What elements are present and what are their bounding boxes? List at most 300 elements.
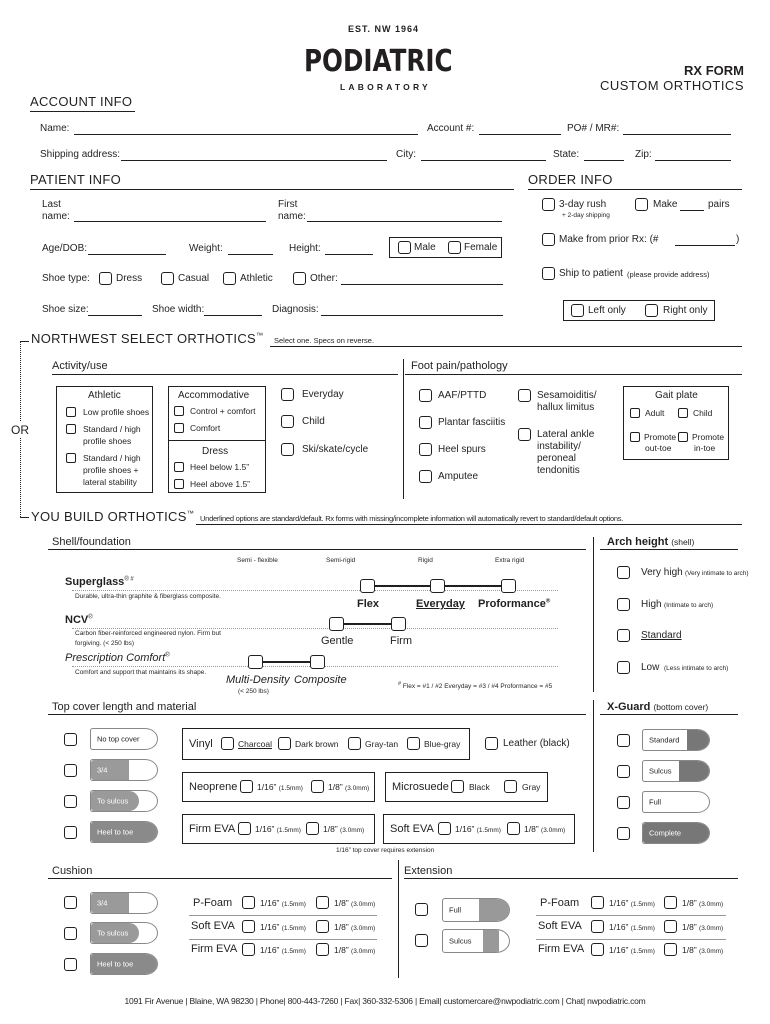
ext-soft-18-value: 1/8” xyxy=(682,922,697,932)
standard-high-2-label: Standard / high xyxy=(83,453,141,463)
divider xyxy=(593,700,594,852)
composite-checkbox[interactable] xyxy=(310,655,325,669)
prior-rx-checkbox[interactable] xyxy=(542,233,555,246)
ext-soft-eva-label: Soft EVA xyxy=(538,920,582,932)
child-label: Child xyxy=(302,416,325,427)
cushion-heel-toe-checkbox[interactable] xyxy=(64,958,77,971)
cushion-title: Cushion xyxy=(52,865,93,877)
ship-patient-note: (please provide address) xyxy=(627,270,710,279)
gray-checkbox[interactable] xyxy=(504,780,517,793)
ext-soft-116-label xyxy=(609,922,655,932)
sesamoid-label-2: hallux limitus xyxy=(537,402,595,413)
arch-title xyxy=(607,536,694,548)
ext-soft-116-mm: (1.5mm) xyxy=(630,925,655,932)
left-only-label: Left only xyxy=(588,305,626,316)
black-checkbox[interactable] xyxy=(451,780,464,793)
blue-gray-checkbox[interactable] xyxy=(407,737,420,750)
firm-eva-18-label xyxy=(323,824,364,834)
extra-rigid-label: Extra rigid xyxy=(495,557,525,564)
xguard-title xyxy=(607,701,708,713)
logo-sub: LABORATORY xyxy=(340,82,431,92)
cushion-pfoam-18-value: 1/8” xyxy=(334,898,349,908)
weight-field[interactable] xyxy=(228,254,273,255)
high-note: (Intimate to arch) xyxy=(664,602,714,609)
make-label: Make xyxy=(653,199,678,210)
shoe-width-field[interactable] xyxy=(204,315,262,316)
extension-full-icon xyxy=(442,898,510,922)
xguard-complete-icon xyxy=(642,822,710,844)
divider xyxy=(270,346,742,347)
to-sulcus-icon xyxy=(90,790,158,812)
footnote xyxy=(398,681,552,690)
ext-pfoam-116-checkbox[interactable] xyxy=(591,896,604,909)
rush-checkbox[interactable] xyxy=(542,198,555,211)
gait-child-checkbox[interactable] xyxy=(678,408,688,418)
extension-sulcus-checkbox[interactable] xyxy=(415,934,428,947)
ext-pfoam-18-label xyxy=(682,898,723,908)
lateral-ankle-label-3: peroneal xyxy=(537,453,576,464)
cushion-firm-116-label xyxy=(260,945,306,955)
order-title: ORDER INFO xyxy=(528,172,613,187)
control-comfort-label: Control + comfort xyxy=(190,406,256,416)
soft-eva-116-checkbox[interactable] xyxy=(438,822,451,835)
proformance-checkbox[interactable] xyxy=(501,579,516,593)
divider xyxy=(403,359,404,499)
rigid-label: Rigid xyxy=(418,557,433,564)
promote-out-label: Promote xyxy=(644,432,677,442)
right-only-label: Right only xyxy=(663,305,708,316)
standard-arch-checkbox[interactable] xyxy=(617,629,630,642)
heel-to-toe-label: Heel to toe xyxy=(97,827,134,837)
gait-adult-checkbox[interactable] xyxy=(630,408,640,418)
cushion-soft-116-checkbox[interactable] xyxy=(242,920,255,933)
dark-brown-checkbox[interactable] xyxy=(278,737,291,750)
standard-high-checkbox[interactable] xyxy=(66,424,76,434)
pairs-label: pairs xyxy=(708,199,730,210)
promote-out-checkbox[interactable] xyxy=(630,432,640,442)
firm-eva-116-checkbox[interactable] xyxy=(238,822,251,835)
soft-eva-116-value: 1/16” xyxy=(455,824,475,834)
low-arch-checkbox[interactable] xyxy=(617,661,630,674)
first-name-field[interactable] xyxy=(307,221,502,222)
account-title: ACCOUNT INFO xyxy=(30,94,133,109)
guide-line xyxy=(72,590,558,591)
logo xyxy=(300,18,470,96)
divider xyxy=(404,878,738,879)
gait-adult-label: Adult xyxy=(645,408,665,418)
pairs-field[interactable] xyxy=(680,210,704,211)
extension-sulcus-icon xyxy=(442,929,510,953)
nw-select-title xyxy=(31,331,263,346)
build-title xyxy=(31,509,194,524)
charcoal-checkbox[interactable] xyxy=(221,737,234,750)
neoprene-18-value: 1/8” xyxy=(328,782,343,792)
three-quarter-label: 3/4 xyxy=(97,765,108,775)
other-field[interactable] xyxy=(341,284,503,285)
height-field[interactable] xyxy=(325,254,373,255)
cushion-heel-toe-label: Heel to toe xyxy=(97,959,134,969)
state-field[interactable] xyxy=(584,160,624,161)
ncv-desc-2: forgiving. (< 250 lbs) xyxy=(75,640,135,647)
soft-eva-116-label xyxy=(455,824,501,834)
amputee-checkbox[interactable] xyxy=(419,470,432,483)
ski-checkbox[interactable] xyxy=(281,443,294,456)
divider xyxy=(189,915,377,916)
cushion-firm-116-mm: (1.5mm) xyxy=(281,948,306,955)
ext-firm-18-checkbox[interactable] xyxy=(664,943,677,956)
plantar-label: Plantar fasciitis xyxy=(438,417,506,428)
leather-checkbox[interactable] xyxy=(485,737,498,750)
cushion-firm-18-checkbox[interactable] xyxy=(316,943,329,956)
zip-field[interactable] xyxy=(655,160,731,161)
casual-label: Casual xyxy=(178,273,210,284)
soft-eva-18-mm: (3.0mm) xyxy=(541,827,566,834)
ncv-mark: ® xyxy=(88,614,93,621)
last-name-field[interactable] xyxy=(74,221,266,222)
divider xyxy=(196,524,742,525)
last-name-label: Last xyxy=(42,199,61,210)
cushion-sulcus-icon xyxy=(90,922,158,944)
logo-est: EST. NW 1964 xyxy=(348,24,420,34)
everyday-shell-label: Everyday xyxy=(416,598,465,610)
dress-header: Dress xyxy=(202,446,229,457)
divider xyxy=(30,189,514,190)
cushion-firm-18-mm: (3.0mm) xyxy=(351,948,376,955)
very-high-checkbox[interactable] xyxy=(617,566,630,579)
heel-above-label: Heel above 1.5” xyxy=(190,479,251,489)
extension-full-checkbox[interactable] xyxy=(415,903,428,916)
prior-rx-close: ) xyxy=(736,234,740,245)
cushion-firm-116-checkbox[interactable] xyxy=(242,943,255,956)
no-top-cover-checkbox[interactable] xyxy=(64,733,77,746)
flex-label: Flex xyxy=(357,598,380,610)
cushion-soft-18-value: 1/8” xyxy=(334,922,349,932)
high-checkbox[interactable] xyxy=(617,598,630,611)
neoprene-116-value: 1/16” xyxy=(257,782,277,792)
or-label: OR xyxy=(11,423,29,437)
cushion-three-quarter-checkbox[interactable] xyxy=(64,896,77,909)
guide-line xyxy=(72,628,558,629)
accommodative-header: Accommodative xyxy=(178,390,250,401)
comfort-label: Comfort xyxy=(190,423,221,433)
city-field[interactable] xyxy=(421,160,546,161)
ext-firm-eva-label: Firm EVA xyxy=(538,943,585,955)
shoe-size-field[interactable] xyxy=(88,315,142,316)
soft-eva-116-mm: (1.5mm) xyxy=(476,827,501,834)
firm-checkbox[interactable] xyxy=(391,617,406,631)
composite-label: Composite xyxy=(294,674,347,686)
prior-rx-label: Make from prior Rx: (# xyxy=(559,234,659,245)
ski-label: Ski/skate/cycle xyxy=(302,444,369,455)
three-quarter-checkbox[interactable] xyxy=(64,764,77,777)
profile-plus-label: profile shoes + xyxy=(83,465,139,475)
promote-out-label-2: out-toe xyxy=(645,443,672,453)
promote-in-checkbox[interactable] xyxy=(678,432,688,442)
cushion-firm-116-value: 1/16” xyxy=(260,945,280,955)
superglass-desc: Durable, ultra-thin graphite & fiberglass composite. xyxy=(75,593,221,600)
activity-title: Activity/use xyxy=(52,360,108,372)
age-field[interactable] xyxy=(88,254,166,255)
cushion-soft-eva-label: Soft EVA xyxy=(191,920,235,932)
comfort-checkbox[interactable] xyxy=(174,423,184,433)
ext-firm-116-checkbox[interactable] xyxy=(591,943,604,956)
patient-title: PATIENT INFO xyxy=(30,172,121,187)
low-profile-label: Low profile shoes xyxy=(83,407,150,417)
neoprene-18-checkbox[interactable] xyxy=(311,780,324,793)
cushion-pfoam-18-label xyxy=(334,898,375,908)
divider xyxy=(398,860,399,978)
po-field[interactable] xyxy=(623,134,731,135)
rx-comfort-label xyxy=(65,652,170,664)
extension-full-label: Full xyxy=(449,905,462,915)
neoprene-116-mm: (1.5mm) xyxy=(278,785,303,792)
cushion-soft-18-checkbox[interactable] xyxy=(316,920,329,933)
gait-plate-header: Gait plate xyxy=(655,390,698,401)
ext-pfoam-18-value: 1/8” xyxy=(682,898,697,908)
prior-rx-field[interactable] xyxy=(675,245,735,246)
ext-soft-18-checkbox[interactable] xyxy=(664,920,677,933)
cushion-soft-116-mm: (1.5mm) xyxy=(281,925,306,932)
female-checkbox[interactable] xyxy=(448,241,461,254)
firm-eva-label: Firm EVA xyxy=(189,823,236,835)
xguard-standard-checkbox[interactable] xyxy=(617,734,630,747)
arch-title-sub: (shell) xyxy=(671,537,695,547)
zip-label: Zip: xyxy=(635,149,652,160)
cushion-soft-18-mm: (3.0mm) xyxy=(351,925,376,932)
cushion-soft-116-value: 1/16” xyxy=(260,922,280,932)
xguard-sulcus-checkbox[interactable] xyxy=(617,765,630,778)
left-only-checkbox[interactable] xyxy=(571,304,584,317)
cushion-pfoam-116-mm: (1.5mm) xyxy=(281,901,306,908)
low-profile-checkbox[interactable] xyxy=(66,407,76,417)
three-quarter-icon xyxy=(90,759,158,781)
ncv-label xyxy=(65,614,93,626)
ext-firm-116-label xyxy=(609,945,655,955)
standard-lateral-checkbox[interactable] xyxy=(66,453,76,463)
to-sulcus-checkbox[interactable] xyxy=(64,795,77,808)
shipping-field[interactable] xyxy=(121,160,387,161)
aaf-checkbox[interactable] xyxy=(419,389,432,402)
ext-firm-18-value: 1/8” xyxy=(682,945,697,955)
xguard-full-checkbox[interactable] xyxy=(617,796,630,809)
leather-label: Leather (black) xyxy=(503,738,570,749)
ext-soft-18-label xyxy=(682,922,723,932)
gait-child-label: Child xyxy=(693,408,713,418)
build-note: Underlined options are standard/default. Rx forms with missing/incomplete information will automatically revert to standard/default options. xyxy=(200,514,624,523)
sesamoid-label: Sesamoiditis/ xyxy=(537,390,597,401)
cushion-sulcus-label: To sulcus xyxy=(97,928,129,938)
everyday-shell-checkbox[interactable] xyxy=(430,579,445,593)
plantar-checkbox[interactable] xyxy=(419,416,432,429)
aaf-label: AAF/PTTD xyxy=(438,390,487,401)
promote-in-label-2: in-toe xyxy=(694,443,716,453)
name-field[interactable] xyxy=(74,134,418,135)
extension-title: Extension xyxy=(404,865,453,877)
or-bracket-bottom xyxy=(20,517,29,518)
divider xyxy=(168,440,266,441)
athletic-checkbox[interactable] xyxy=(223,272,236,285)
lateral-ankle-label-2: instability/ xyxy=(537,441,581,452)
rush-note: + 2-day shipping xyxy=(562,212,610,219)
cushion-firm-18-value: 1/8” xyxy=(334,945,349,955)
cushion-pfoam-116-value: 1/16” xyxy=(260,898,280,908)
gray-tan-checkbox[interactable] xyxy=(348,737,361,750)
heel-to-toe-icon xyxy=(90,821,158,843)
proformance-mark: ® xyxy=(545,598,551,605)
or-bracket-top xyxy=(20,341,29,342)
superglass-name: Superglass xyxy=(65,576,125,588)
amputee-label: Amputee xyxy=(438,471,479,482)
ncv-name: NCV xyxy=(65,614,89,626)
extension-note: 1/16” top cover requires extension xyxy=(336,847,435,854)
other-checkbox[interactable] xyxy=(293,272,306,285)
firm-label: Firm xyxy=(390,635,412,647)
rx-comfort-name: Prescription Comfort xyxy=(65,652,166,664)
account-number-field[interactable] xyxy=(479,134,561,135)
divider xyxy=(48,878,392,879)
neoprene-116-checkbox[interactable] xyxy=(240,780,253,793)
soft-eva-18-label xyxy=(524,824,565,834)
gentle-checkbox[interactable] xyxy=(329,617,344,631)
divider xyxy=(52,374,398,375)
athletic-header: Athletic xyxy=(88,390,121,401)
lateral-stability-label: lateral stability xyxy=(83,477,137,487)
xguard-full-label: Full xyxy=(649,797,662,807)
divider xyxy=(593,537,594,692)
divider xyxy=(48,549,586,550)
dress-checkbox[interactable] xyxy=(99,272,112,285)
shoe-type-label: Shoe type: xyxy=(42,273,90,284)
cushion-pfoam-label: P-Foam xyxy=(193,897,233,909)
multi-density-label: Multi-Density xyxy=(226,674,290,686)
vinyl-label: Vinyl xyxy=(189,738,213,750)
cushion-firm-eva-label: Firm EVA xyxy=(191,943,238,955)
semi-rigid-label: Semi-rigid xyxy=(326,557,356,564)
firm-eva-116-label xyxy=(255,824,301,834)
proformance-name: Proformance xyxy=(478,598,546,610)
divider xyxy=(30,111,135,112)
heel-below-label: Heel below 1.5” xyxy=(190,462,250,472)
cushion-firm-18-label xyxy=(334,945,375,955)
proformance-label xyxy=(478,598,550,610)
heel-spurs-checkbox[interactable] xyxy=(419,443,432,456)
ship-patient-checkbox[interactable] xyxy=(542,267,555,280)
male-checkbox[interactable] xyxy=(398,241,411,254)
promote-in-label: Promote xyxy=(692,432,725,442)
soft-eva-18-value: 1/8” xyxy=(524,824,539,834)
cushion-pfoam-18-checkbox[interactable] xyxy=(316,896,329,909)
cushion-soft-116-label xyxy=(260,922,306,932)
arch-title-text: Arch height xyxy=(607,536,669,548)
xguard-title-sub: (bottom cover) xyxy=(653,702,709,712)
lateral-ankle-checkbox[interactable] xyxy=(518,428,531,441)
profile-shoes-label: profile shoes xyxy=(83,436,132,446)
control-comfort-checkbox[interactable] xyxy=(174,406,184,416)
firm-eva-116-mm: (1.5mm) xyxy=(276,827,301,834)
cushion-three-quarter-label: 3/4 xyxy=(97,898,108,908)
shoe-size-label: Shoe size: xyxy=(42,304,89,315)
heel-above-checkbox[interactable] xyxy=(174,479,184,489)
rx-comfort-desc: Comfort and support that maintains its shape. xyxy=(75,669,207,676)
standard-high-label: Standard / high xyxy=(83,424,141,434)
rx-comfort-mark: ® xyxy=(165,652,170,659)
shell-title: Shell/foundation xyxy=(52,536,131,548)
heel-to-toe-checkbox[interactable] xyxy=(64,826,77,839)
gray-tan-label: Gray-tan xyxy=(365,739,399,749)
divider xyxy=(536,915,726,916)
divider xyxy=(48,714,586,715)
ncv-desc: Carbon fiber-reinforced engineered nylon. Firm but xyxy=(75,630,221,637)
ext-pfoam-18-mm: (3.0mm) xyxy=(699,901,724,908)
flex-checkbox[interactable] xyxy=(360,579,375,593)
neoprene-18-label xyxy=(328,782,369,792)
weight-label: Weight: xyxy=(189,243,223,254)
cushion-sulcus-checkbox[interactable] xyxy=(64,927,77,940)
right-only-checkbox[interactable] xyxy=(645,304,658,317)
everyday-checkbox[interactable] xyxy=(281,388,294,401)
blue-gray-label: Blue-gray xyxy=(424,739,461,749)
ext-soft-116-checkbox[interactable] xyxy=(591,920,604,933)
gentle-label: Gentle xyxy=(321,635,354,647)
soft-eva-label: Soft EVA xyxy=(390,823,434,835)
very-high-label: Very high xyxy=(641,567,683,578)
xguard-complete-checkbox[interactable] xyxy=(617,827,630,840)
child-checkbox[interactable] xyxy=(281,415,294,428)
cushion-heel-toe-icon xyxy=(90,953,158,975)
multi-density-checkbox[interactable] xyxy=(248,655,263,669)
multi-density-note: (< 250 lbs) xyxy=(238,688,269,695)
ncv-track xyxy=(336,623,398,625)
xguard-standard-icon xyxy=(642,729,710,751)
rx-title: RX FORM xyxy=(684,63,744,78)
firm-eva-18-checkbox[interactable] xyxy=(306,822,319,835)
heel-below-checkbox[interactable] xyxy=(174,462,184,472)
ext-pfoam-116-label xyxy=(609,898,655,908)
neoprene-18-mm: (3.0mm) xyxy=(345,785,370,792)
nw-select-note: Select one. Specs on reverse. xyxy=(274,336,375,345)
diagnosis-label: Diagnosis: xyxy=(272,304,319,315)
cushion-soft-18-label xyxy=(334,922,375,932)
black-label: Black xyxy=(469,782,490,792)
sesamoid-checkbox[interactable] xyxy=(518,389,531,402)
nw-select-tm: ™ xyxy=(255,332,264,340)
cushion-pfoam-116-checkbox[interactable] xyxy=(242,896,255,909)
to-sulcus-label: To sulcus xyxy=(97,796,129,806)
topcover-title: Top cover length and material xyxy=(52,701,197,713)
make-checkbox[interactable] xyxy=(635,198,648,211)
height-label: Height: xyxy=(289,243,321,254)
xguard-title-text: X-Guard xyxy=(607,701,651,713)
ext-pfoam-18-checkbox[interactable] xyxy=(664,896,677,909)
semi-flexible-label: Semi - flexible xyxy=(237,557,278,564)
first-name-label-2: name: xyxy=(278,211,306,222)
other-label: Other: xyxy=(310,273,338,284)
ext-pfoam-116-mm: (1.5mm) xyxy=(630,901,655,908)
xguard-sulcus-label: Sulcus xyxy=(649,766,672,776)
firm-eva-18-value: 1/8” xyxy=(323,824,338,834)
divider xyxy=(405,374,742,375)
ship-patient-label: Ship to patient xyxy=(559,268,623,279)
shoe-width-label: Shoe width: xyxy=(152,304,205,315)
shipping-label: Shipping address: xyxy=(40,149,121,160)
diagnosis-field[interactable] xyxy=(321,315,503,316)
casual-checkbox[interactable] xyxy=(161,272,174,285)
rush-label: 3-day rush xyxy=(559,199,607,210)
divider xyxy=(536,939,726,940)
soft-eva-18-checkbox[interactable] xyxy=(507,822,520,835)
high-label: High xyxy=(641,599,662,610)
nw-select-title-text: NORTHWEST SELECT ORTHOTICS xyxy=(31,331,256,346)
